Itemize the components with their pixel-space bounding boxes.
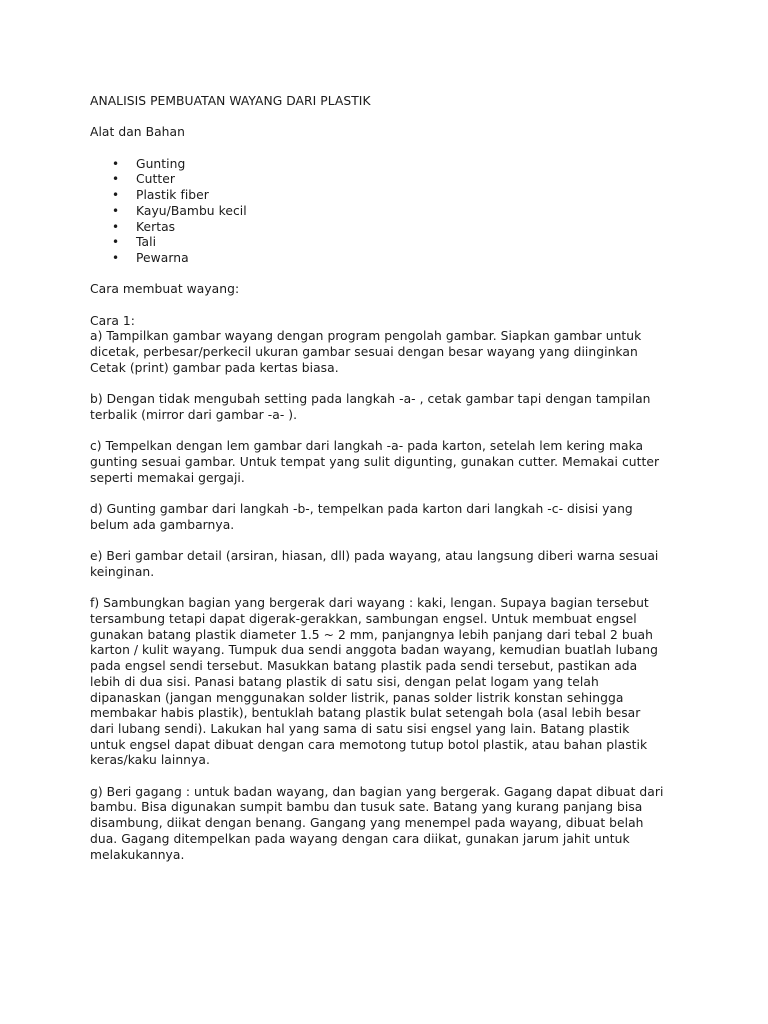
- list-item: • Cutter: [112, 172, 175, 187]
- paragraph-line: karton / kulit wayang. Tumpuk dua sendi anggota badan wayang, kemudian buatlah lubang: [90, 643, 658, 658]
- bullet-icon: •: [112, 219, 120, 234]
- document-title: ANALISIS PEMBUATAN WAYANG DARI PLASTIK: [90, 94, 371, 108]
- paragraph-line: dari lubang sendi). Lakukan hal yang sama di satu sisi engsel yang lain. Batang plastik: [90, 721, 630, 736]
- materials-heading: Alat dan Bahan: [90, 125, 185, 140]
- paragraph-line: d) Gunting gambar dari langkah -b-, tempelkan pada karton dari langkah -c- disisi yang: [90, 502, 633, 517]
- paragraph-line: dua. Gagang ditempelkan pada wayang dengan cara diikat, gunakan jarum jahit untuk: [90, 831, 630, 846]
- paragraph-line: pada engsel sendi tersebut. Masukkan batang plastik pada sendi tersebut, pastikan ada: [90, 659, 638, 674]
- paragraph-line: keinginan.: [90, 564, 155, 579]
- paragraph-line: Cetak (print) gambar pada kertas biasa.: [90, 360, 339, 375]
- paragraph-line: g) Beri gagang : untuk badan wayang, dan bagian yang bergerak. Gagang dapat dibuat dari: [90, 784, 664, 799]
- paragraph-line: belum ada gambarnya.: [90, 517, 235, 532]
- bullet-icon: •: [112, 172, 120, 187]
- step-d-paragraph: [90, 502, 730, 533]
- paragraph-line: terbalik (mirror dari gambar -a- ).: [90, 407, 298, 422]
- method-heading: Cara membuat wayang:: [90, 282, 240, 297]
- paragraph-line: f) Sambungkan bagian yang bergerak dari wayang : kaki, lengan. Supaya bagian tersebut: [90, 596, 649, 611]
- paragraph-line: dicetak, perbesar/perkecil ukuran gambar sesuai dengan besar wayang yang diinginkan: [90, 345, 638, 360]
- step-f-paragraph: [90, 596, 730, 769]
- paragraph-line: c) Tempelkan dengan lem gambar dari langkah -a- pada karton, setelah lem kering maka: [90, 439, 644, 454]
- paragraph-line: disambung, diikat dengan benang. Gangang yang menempel pada wayang, dibuat belah: [90, 816, 644, 831]
- paragraph-line: a) Tampilkan gambar wayang dengan program pengolah gambar. Siapkan gambar untuk: [90, 329, 642, 344]
- paragraph-line: gunakan batang plastik diameter 1.5 ~ 2 mm, panjangnya lebih panjang dari tebal 2 buah: [90, 627, 653, 642]
- paragraph-line: e) Beri gambar detail (arsiran, hiasan, dll) pada wayang, atau langsung diberi warna sesuai: [90, 549, 659, 564]
- paragraph-line: lebih di dua sisi. Panasi batang plastik di satu sisi, dengan pelat logam yang telah: [90, 674, 599, 689]
- paragraph-line: b) Dengan tidak mengubah setting pada langkah -a- , cetak gambar tapi dengan tampilan: [90, 392, 651, 407]
- step-a-paragraph: [90, 314, 730, 377]
- document-page: [90, 94, 730, 879]
- list-item: • Tali: [112, 235, 157, 250]
- paragraph-line: tersambung tetapi dapat digerak-gerakkan, sambungan engsel. Untuk membuat engsel: [90, 612, 637, 627]
- paragraph-line: untuk engsel dapat dibuat dengan cara memotong tutup botol plastik, atau bahan plastik: [90, 737, 648, 752]
- list-item: • Plastik fiber: [112, 188, 209, 203]
- list-item: • Kertas: [112, 219, 176, 234]
- paragraph-line: keras/kaku lainnya.: [90, 753, 210, 768]
- paragraph-line: gunting sesuai gambar. Untuk tempat yang sulit digunting, gunakan cutter. Memakai cutter: [90, 455, 660, 470]
- paragraph-line: bambu. Bisa digunakan sumpit bambu dan tusuk sate. Batang yang kurang panjang bisa: [90, 800, 643, 815]
- bullet-icon: •: [112, 235, 120, 250]
- bullet-icon: •: [112, 188, 120, 203]
- materials-list: [90, 157, 730, 267]
- bullet-icon: •: [112, 203, 120, 218]
- method1-heading: Cara 1:: [90, 313, 135, 328]
- paragraph-line: dipanaskan (jangan menggunakan solder listrik, panas solder listrik konstan sehingga: [90, 690, 624, 705]
- step-g-paragraph: [90, 785, 730, 864]
- step-c-paragraph: [90, 439, 730, 486]
- bullet-icon: •: [112, 251, 120, 265]
- paragraph-line: membakar habis plastik), bentuklah batang plastik bulat setengah bola (asal lebih besar: [90, 706, 641, 721]
- step-e-paragraph: [90, 549, 730, 580]
- list-item: • Gunting: [112, 156, 186, 171]
- list-item: • Pewarna: [112, 251, 189, 265]
- paragraph-line: seperti memakai gergaji.: [90, 470, 245, 485]
- list-item: • Kayu/Bambu kecil: [112, 203, 247, 218]
- step-b-paragraph: [90, 392, 730, 423]
- bullet-icon: •: [112, 156, 120, 171]
- paragraph-line: melakukannya.: [90, 847, 185, 862]
